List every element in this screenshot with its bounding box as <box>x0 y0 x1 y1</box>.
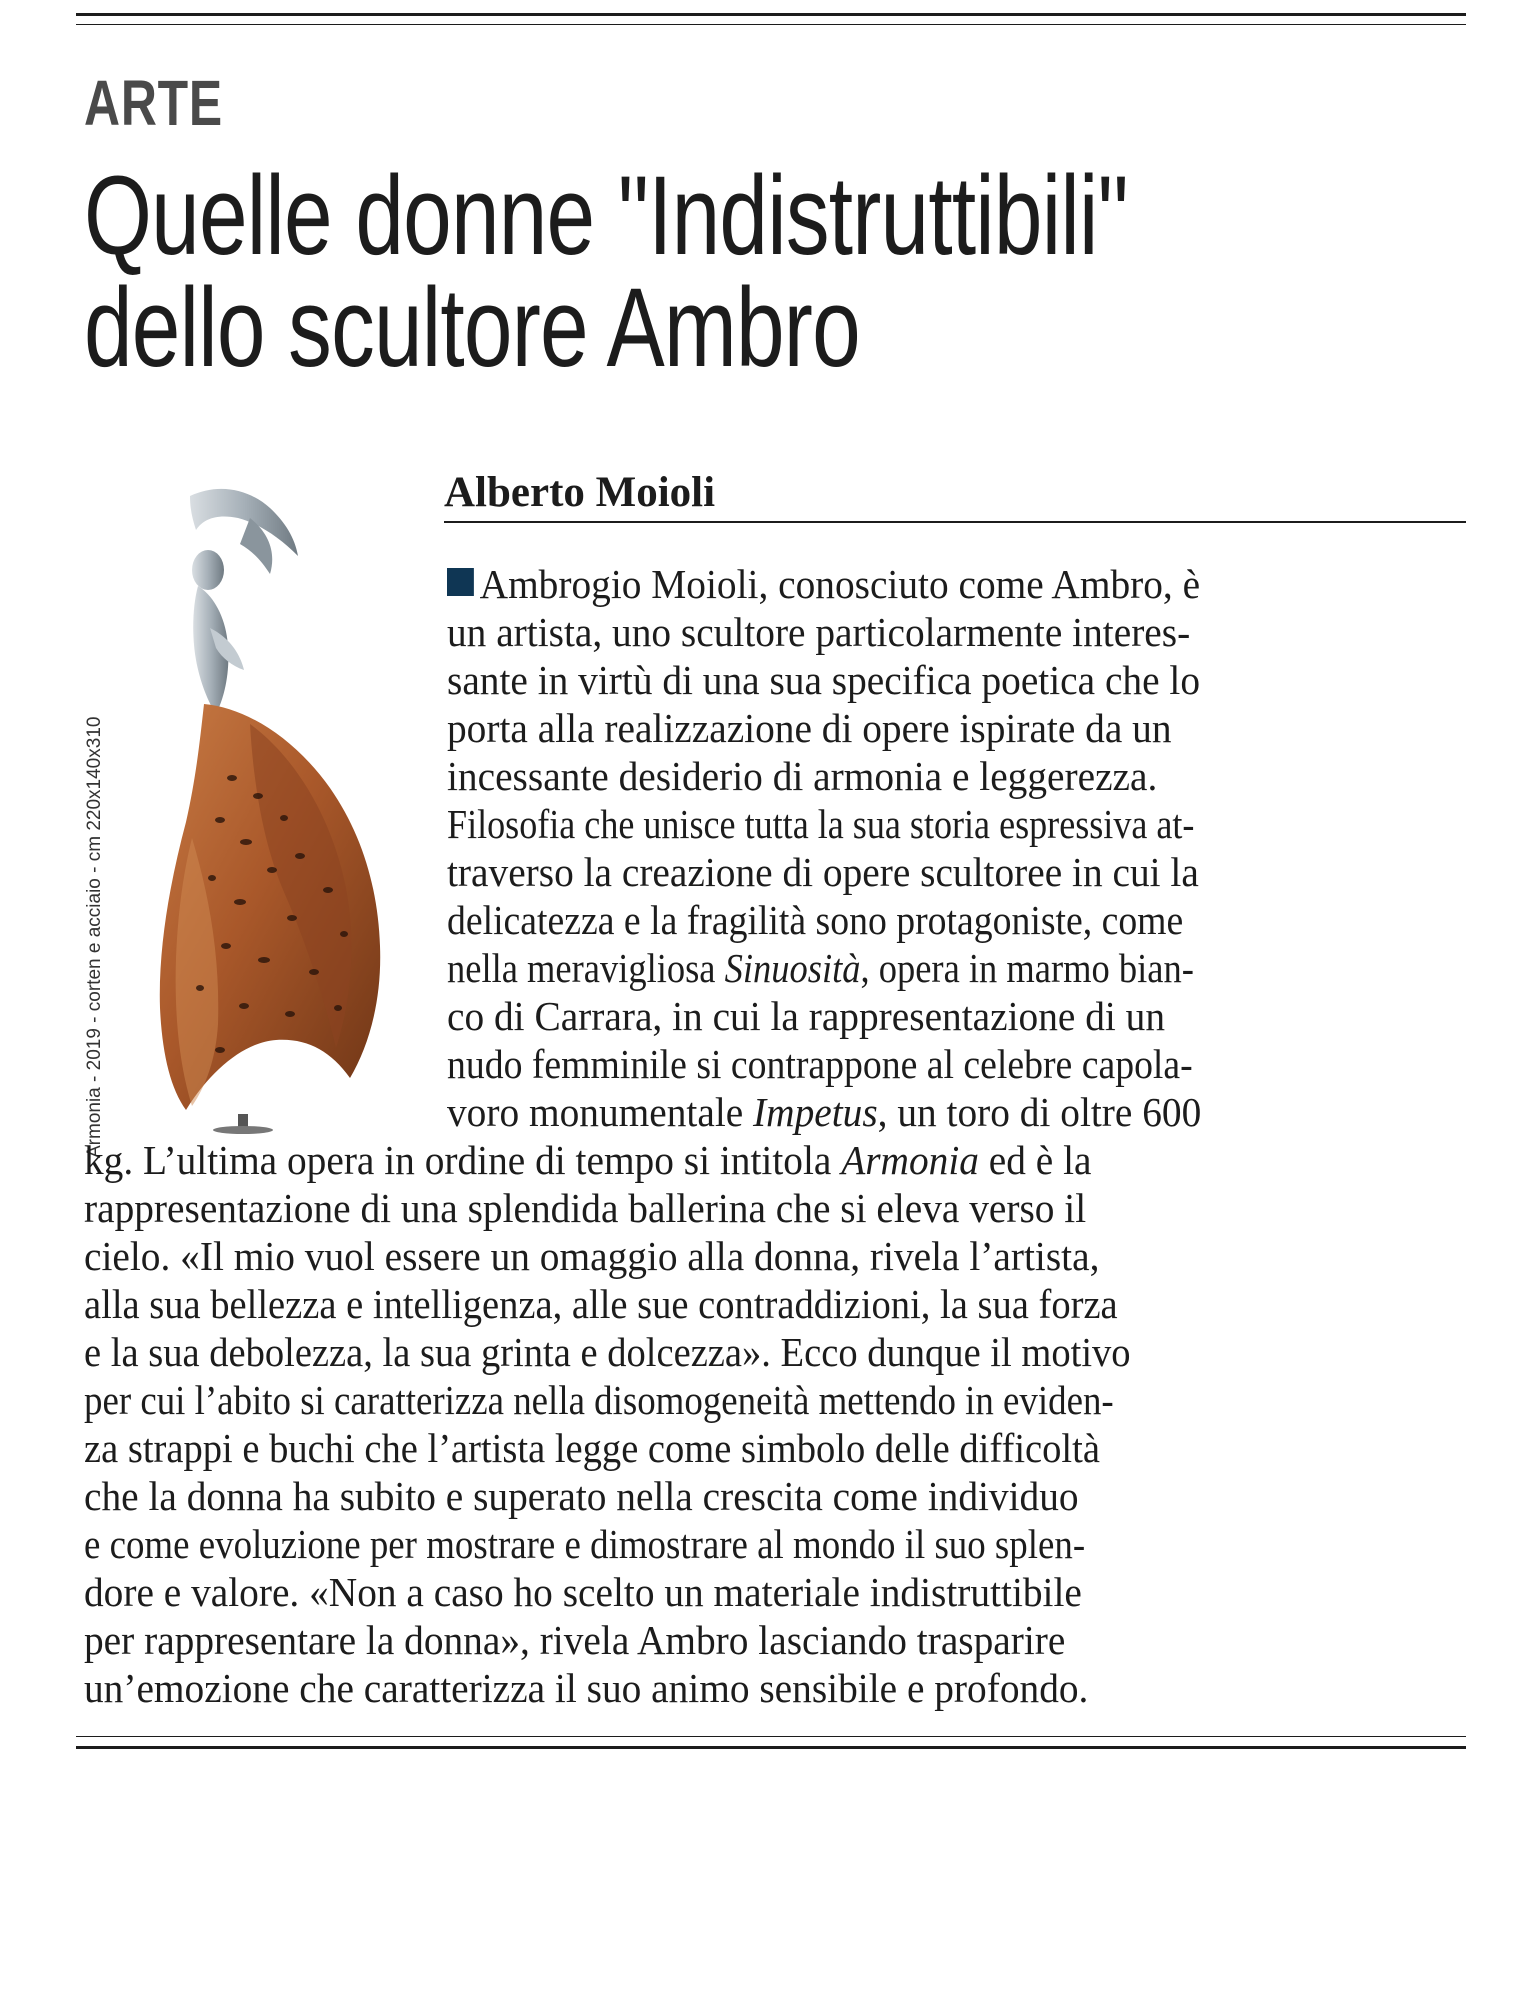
body-line: e come evoluzione per mostrare e dimostrare al mondo il suo splen- <box>84 1521 1086 1567</box>
bottom-rule-thin <box>76 1736 1466 1737</box>
sculpture-image <box>100 478 400 1158</box>
body-line: alla sua bellezza e intelligenza, alle sue contraddizioni, la sua forza <box>84 1281 1118 1327</box>
body-line: e la sua debolezza, la sua grinta e dolcezza». Ecco dunque il motivo <box>84 1329 1131 1375</box>
body-line: un artista, uno scultore particolarmente interes- <box>447 609 1191 655</box>
body-line: voro monumentale Impetus, un toro di oltre 600 <box>447 1089 1202 1135</box>
image-caption: Armonia - 2019 - corten e acciaio - cm 220x140x310 <box>84 716 105 1158</box>
body-line: cielo. «Il mio vuol essere un omaggio alla donna, rivela l’artista, <box>84 1233 1100 1279</box>
top-rule-thin <box>76 24 1466 25</box>
body-line: dore e valore. «Non a caso ho scelto un materiale indistruttibile <box>84 1569 1082 1615</box>
headline-line-1: Quelle donne "Indistruttibili" <box>84 153 1128 278</box>
top-rule-thick <box>76 13 1466 16</box>
byline-rule <box>444 521 1466 523</box>
body-line: traverso la creazione di opere scultoree in cui la <box>447 849 1199 895</box>
body-line: sante in virtù di una sua specifica poetica che lo <box>447 657 1201 703</box>
body-line: che la donna ha subito e superato nella crescita come individuo <box>84 1473 1079 1519</box>
body-line: Filosofia che unisce tutta la sua storia espressiva at- <box>447 801 1195 847</box>
body-line: Ambrogio Moioli, conosciuto come Ambro, è <box>447 560 1200 608</box>
body-line: un’emozione che caratterizza il suo animo sensibile e profondo. <box>84 1665 1089 1711</box>
body-line: za strappi e buchi che l’artista legge come simbolo delle difficoltà <box>84 1425 1100 1471</box>
body-line: kg. L’ultima opera in ordine di tempo si intitola Armonia ed è la <box>84 1137 1092 1183</box>
body-line: per cui l’abito si caratterizza nella disomogeneità mettendo in eviden- <box>84 1377 1114 1423</box>
body-line: nella meravigliosa Sinuosità, opera in marmo bian- <box>447 945 1194 991</box>
body-line: per rappresentare la donna», rivela Ambro lasciando trasparire <box>84 1617 1066 1663</box>
body-line: co di Carrara, in cui la rappresentazione di un <box>447 993 1166 1039</box>
sculpture-illustration <box>100 478 400 1158</box>
body-line: nudo femminile si contrappone al celebre capola- <box>447 1041 1193 1087</box>
headline-line-2: dello scultore Ambro <box>84 265 860 390</box>
body-line: incessante desiderio di armonia e leggerezza. <box>447 753 1158 799</box>
body-line: rappresentazione di una splendida ballerina che si eleva verso il <box>84 1185 1087 1231</box>
author-byline: Alberto Moioli <box>444 469 716 516</box>
body-line: porta alla realizzazione di opere ispirate da un <box>447 705 1172 751</box>
headline <box>84 153 1301 390</box>
body-line: delicatezza e la fragilità sono protagoniste, come <box>447 897 1184 943</box>
paragraph-marker-icon <box>447 568 474 596</box>
bottom-rule-thick <box>76 1746 1466 1749</box>
section-kicker: ARTE <box>84 67 224 139</box>
